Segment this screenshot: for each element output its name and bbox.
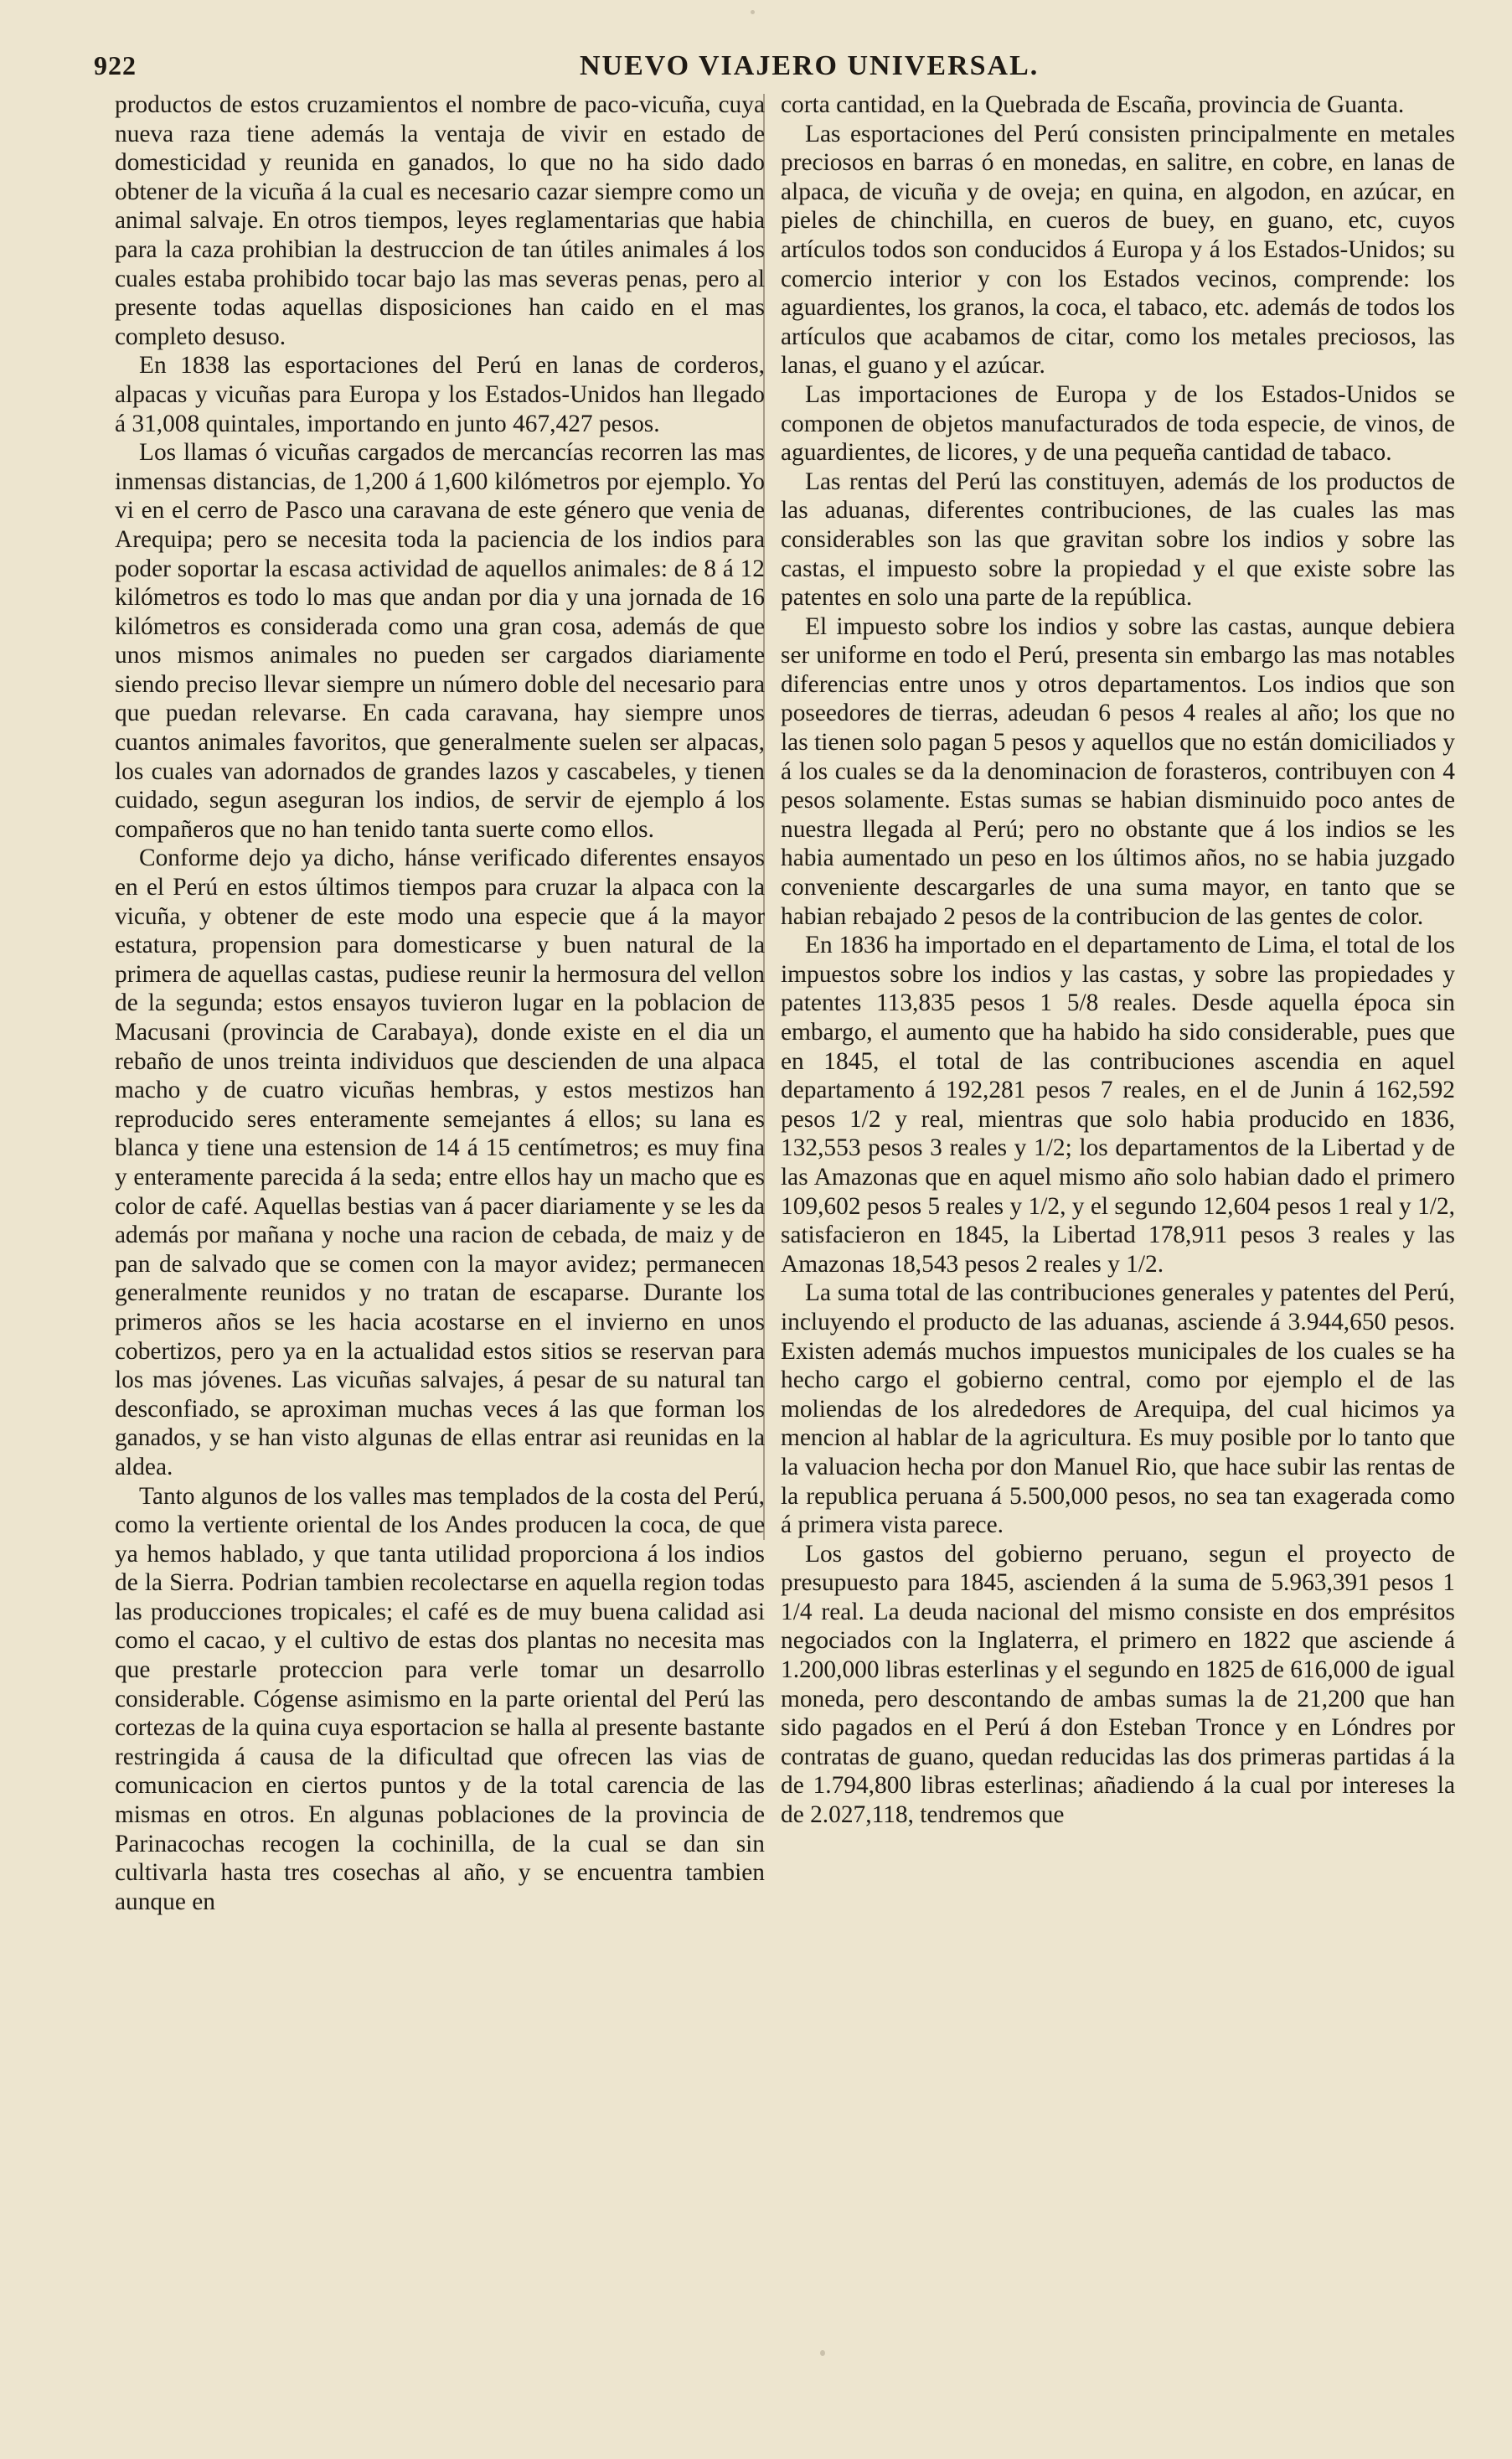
paragraph: productos de estos cruzamientos el nombre de paco-vicuña, cuya nueva raza tiene además la ventaja de vivir en estado de domesticidad y reunida en ganados, lo que no ha sido dado obtener de la vicuña á la cual es necesario cazar siempre como un animal salvaje. En otros tiempos, leyes reglamentarias que habia para la caza prohibian la destruccion de tan útiles animales á los cuales estaba prohibido tocar bajo las mas severas penas, pero al presente todas aquellas disposiciones han caido en el mas completo desuso.: [115, 91, 765, 350]
paragraph: corta cantidad, en la Quebrada de Escaña, provincia de Guanta.: [781, 91, 1405, 118]
paragraph: Conforme dejo ya dicho, hánse verificado diferentes ensayos en el Perú en estos últimos tiempos para cruzar la alpaca con la vicuña, y obtener de este modo una especie que á la mayor estatura, propension para domesticarse y buen natural de la primera de aquellas castas, pudiese reunir la hermosura del vellon de la segunda; estos ensayos tuvieron lugar en la poblacion de Macusani (provincia de Carabaya), donde existe en el dia un rebaño de unos treinta individuos que descienden de una alpaca macho y de cuatro vicuñas hembras, y estos mestizos han reproducido seres enteramente semejantes á ellos; su lana es blanca y tiene una estension de 14 á 15 centímetros; es muy fina y enteramente parecida á la seda; entre ellos hay un macho que es color de café. Aquellas bestias van á pacer diariamente y se les da además por mañana y noche una racion de cebada, de maiz y de pan de salvado que se comen con la mayor avidez; permanecen generalmente reunidos y no tratan de escaparse. Durante los primeros años se les hacia acostarse en el invierno en unos cobertizos, pero ya en la actualidad estos sitios se reservan para los mas jóvenes. Las vicuñas salvajes, á pesar de su natural tan desconfiado, se aproximan muchas veces á las que forman los ganados, y se han visto algunas de ellas entrar asi reunidas en la aldea.: [115, 845, 765, 1480]
paragraph: En 1836 ha importado en el departamento de Lima, el total de los impuestos sobre los indios y las castas, y sobre las propiedades y patentes 113,835 pesos 1 5/8 reales. Desde aquella época sin embargo, el aumento que ha habido ha sido considerable, pues que en 1845, el total de las contribuciones ascendia en aquel departamento á 192,281 pesos 7 reales, en el de Junin á 162,592 pesos 1/2 y real, mientras que solo habia producido en 1836, 132,553 pesos 3 reales y 1/2; los departamentos de la Libertad y de las Amazonas que en aquel mismo año solo habian dado el primero 109,602 pesos 5 reales y 1/2, y el segundo 12,604 pesos 1 real y 1/2, satisfacieron en 1845, la Libertad 178,911 pesos 3 reales y las Amazonas 18,543 pesos 2 reales y 1/2.: [781, 932, 1455, 1278]
ink-spot: [751, 10, 755, 14]
paragraph: Las importaciones de Europa y de los Estados-Unidos se componen de objetos manufacturados de toda especie, de vinos, de aguardientes, de licores, y de una pequeña cantidad de tabaco.: [781, 380, 1455, 467]
paragraph: Los llamas ó vicuñas cargados de mercancías recorren las mas inmensas distancias, de 1,200 á 1,600 kilómetros por ejemplo. Yo vi en el cerro de Pasco una caravana de este género que venia de Arequipa; pero se necesita toda la paciencia de los indios para poder soportar la escasa actividad de aquellos animales: de 8 á 12 kilómetros es todo lo mas que andan por dia y una jornada de 16 kilómetros es considerada como una gran cosa, además de que unos mismos animales no pueden ser cargados diariamente siendo preciso llevar siempre un número doble del necesario para que puedan relevarse. En cada caravana, hay siempre unos cuantos animales favoritos, que generalmente suelen ser alpacas, los cuales van adornados de grandes lazos y cascabeles, y tienen cuidado, segun aseguran los indios, de servir de ejemplo á los compañeros que no han tenido tanta suerte como ellos.: [115, 439, 765, 843]
page-number: 922: [94, 50, 137, 80]
ink-spot: [820, 2350, 825, 2356]
running-title: NUEVO VIAJERO UNIVERSAL.: [580, 50, 1040, 81]
paragraph: Las rentas del Perú las constituyen, además de los productos de las aduanas, diferentes contribuciones, de las cuales las mas considerables son las que gravitan sobre los indios y sobre las castas, el impuesto sobre la propiedad y el que existe sobre las patentes en solo una parte de la república.: [781, 468, 1455, 612]
paragraph: Las esportaciones del Perú consisten principalmente en metales preciosos en barras ó en monedas, en salitre, en cobre, en lanas de alpaca, de vicuña y de oveja; en quina, en algodon, en azúcar, en pieles de chinchilla, en cueros de buey, en guano, etc, cuyos artículos todos son conducidos á Europa y á los Estados-Unidos; su comercio interior y con los Estados vecinos, comprende: los aguardientes, los granos, la coca, el tabaco, etc. además de todos los artículos que acabamos de citar, como los metales preciosos, las lanas, el guano y el azúcar.: [781, 120, 1455, 380]
paragraph: El impuesto sobre los indios y sobre las castas, aunque debiera ser uniforme en todo el Perú, presenta sin embargo las mas notables diferencias entre unos y otros departamentos. Los indios que son poseedores de tierras, adeudan 6 pesos 4 reales al año; los que no las tienen solo pagan 5 pesos y aquellos que no están domiciliados y á los cuales se da la denominacion de forasteros, contribuyen con 4 pesos solamente. Estas sumas se habian disminuido poco antes de nuestra llegada al Perú; pero no obstante que á los indios se les habia aumentado un peso en los últimos años, no se habia juzgado conveniente descargarles de una suma mayor, en tanto que se habian rebajado 2 pesos de la contribucion de las gentes de color.: [781, 612, 1455, 930]
paragraph: Los gastos del gobierno peruano, segun el proyecto de presupuesto para 1845, ascienden á la suma de 5.963,391 pesos 1 1/4 real. La deuda nacional del mismo consiste en dos emprésitos negociados con la Inglaterra, el primero en 1822 que asciende á 1.200,000 libras esterlinas y el segundo en 1825 de 616,000 de igual moneda, pero descontando de ambas sumas la de 21,200 que han sido pagados en el Perú á don Esteban Tronce y en Lóndres por contratas de guano, quedan reducidas las dos primeras partidas á la de 1.794,800 libras esterlinas; añadiendo á la cual por intereses la de 2.027,118, tendremos que: [781, 1540, 1455, 1829]
paragraph: La suma total de las contribuciones generales y patentes del Perú, incluyendo el producto de las aduanas, asciende á 3.944,650 pesos. Existen además muchos impuestos municipales de los cuales se ha hecho cargo el gobierno central, como por ejemplo el de las moliendas de los alrededores de Arequipa, del cual hicimos ya mencion al hablar de la agricultura. Es muy posible por lo tanto que la valuacion hecha por don Manuel Rio, que hace subir las rentas de la republica peruana á 5.500,000 pesos, no sea tan exagerada como á primera vista parece.: [781, 1279, 1455, 1539]
paragraph: Tanto algunos de los valles mas templados de la costa del Perú, como la vertiente oriental de los Andes producen la coca, de que ya hemos hablado, y que tanta utilidad proporciona á los indios de la Sierra. Podrian tambien recolectarse en aquella region todas las producciones tropicales; el café es de muy buena calidad asi como el cacao, y el cultivo de estas dos plantas no necesita mas que prestarle proteccion para verle tomar un desarrollo considerable. Cógense asimismo en la parte oriental del Perú las cortezas de la quina cuya esportacion se halla al presente bastante restringida á causa de la dificultad que ofrecen las vias de comunicacion en ciertos puntos y de la total carencia de las mismas en otros. En algunas poblaciones de la provincia de Parinacochas recogen la cochinilla, de la cual se dan sin cultivarla hasta tres cosechas al año, y se encuentra tambien aunque en: [115, 1482, 765, 1915]
right-column: [781, 90, 1455, 1830]
page-header: [94, 50, 1451, 92]
paragraph: En 1838 las esportaciones del Perú en lanas de corderos, alpacas y vicuñas para Europa y los Estados-Unidos han llegado á 31,008 quintales, importando en junto 467,427 pesos.: [115, 352, 765, 437]
left-column: [115, 90, 765, 1916]
